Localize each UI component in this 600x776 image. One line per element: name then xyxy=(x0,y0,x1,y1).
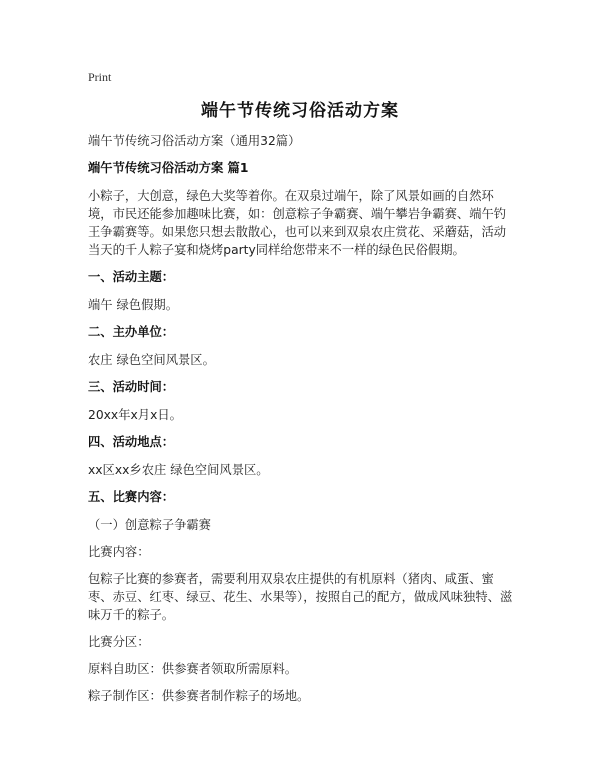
time-text: 20xx年x月x日。 xyxy=(88,408,182,422)
contest-subheading: （一）创意粽子争霸赛 xyxy=(88,518,211,532)
zones-label: 比赛分区： xyxy=(88,635,150,649)
zone-materials: 原料自助区：供参赛者领取所需原料。 xyxy=(88,662,298,676)
organizer-text: 农庄 绿色空间风景区。 xyxy=(88,353,215,367)
theme-heading: 一、活动主题： xyxy=(88,270,175,284)
document-subtitle: 端午节传统习俗活动方案（通用32篇） xyxy=(88,134,301,148)
time-heading: 三、活动时间： xyxy=(88,380,175,394)
location-text: xx区xx乡农庄 绿色空间风景区。 xyxy=(88,463,269,477)
zone-making: 粽子制作区：供参赛者制作粽子的场地。 xyxy=(88,689,310,703)
contest-content-label: 比赛内容： xyxy=(88,545,150,559)
contest-content-text: 包粽子比赛的参赛者，需要利用双泉农庄提供的有机原料（猪肉、咸蛋、蜜枣、赤豆、红枣、绿豆、花生、水果等），按照自己的配方，做成风味独特、滋味万千的粽子。 xyxy=(88,572,513,622)
section-title: 端午节传统习俗活动方案 篇1 xyxy=(88,161,249,175)
intro-paragraph: 小粽子，大创意，绿色大奖等着你。在双泉过端午，除了风景如画的自然环境，市民还能参加趣味比赛，如：创意粽子争霸赛、端午攀岩争霸赛、端午钓王争霸赛等。如果您只想去散散心，也可以来到双泉农庄赏花、采蘑菇，活动当天的千人粽子宴和烧烤party同样给您带来不一样的绿色民俗假期。 xyxy=(88,189,507,257)
contest-heading: 五、比赛内容： xyxy=(88,490,175,504)
location-heading: 四、活动地点： xyxy=(88,435,175,449)
theme-text: 端午 绿色假期。 xyxy=(88,298,178,312)
organizer-heading: 二、主办单位： xyxy=(88,325,175,339)
document-title: 端午节传统习俗活动方案 xyxy=(201,101,399,121)
document-body xyxy=(88,132,518,714)
print-label: Print xyxy=(88,70,112,84)
